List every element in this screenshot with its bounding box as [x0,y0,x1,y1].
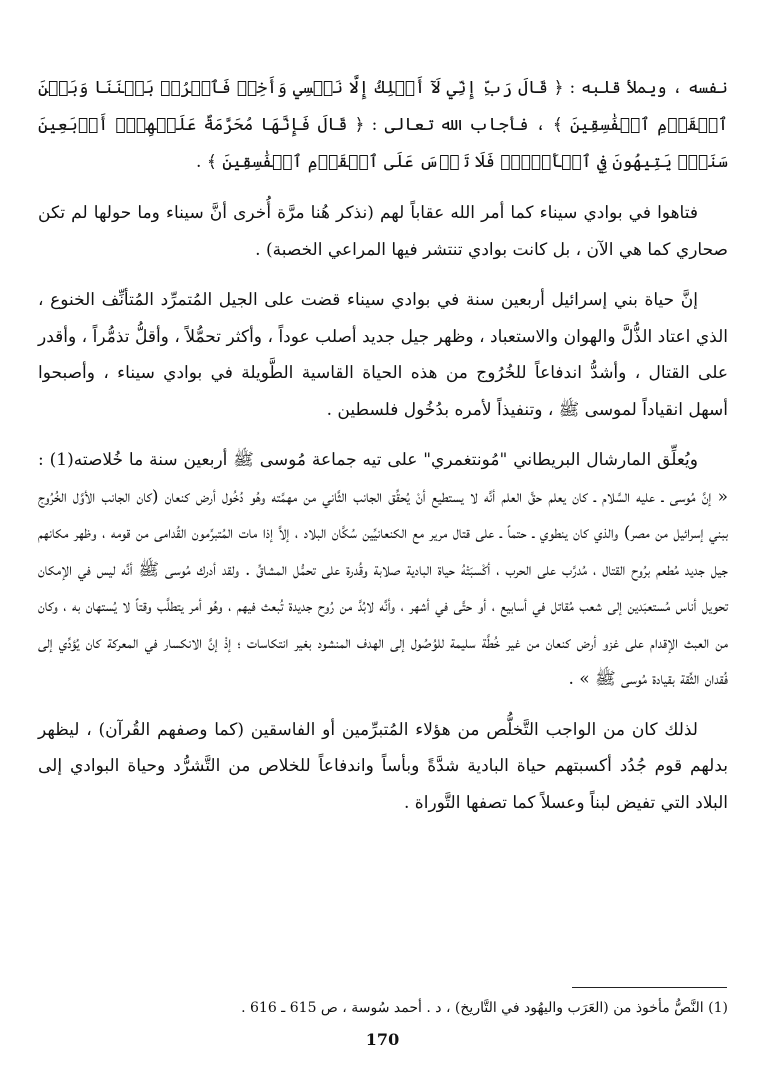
footnote-divider [572,987,727,988]
paragraph-conclusion: لذلك كان من الواجب التَّخلُّص من هؤلاء المُتبرِّمين أو الفاسقين (كما وصفهم القُرآن) ، ليظهر بدلهم قوم جُدُد أكسبتهم حياة البادية شدَّةً وبأساً واندفاعاً للخلاص من التَّشرُّد وحياة البوادي إلى البلاد التي تفيض لبناً وعسلاً كما تصفها التَّوراة . [38,719,728,813]
paragraph-forty-years: إنَّ حياة بني إسرائيل أربعين سنة في بوادي سيناء قضت على الجيل المُتمرِّد المُتأنِّف الخنوع ، الذي اعتاد الذُّلَّ والهوان والاستعباد ، وظهر جيل جديد أصلب عوداً ، وأكثر تحمُّلاً ، وأقلُّ تذمُّراً ، وأقدر على القتال ، وأشدُّ اندفاعاً للخُرُوج من هذه الحياة القاسية الطَّويلة في بوادي سيناء ، وأصبحوا أسهل انقياداً لموسى ﷺ ، وتنفيذاً لأمره بدُخُول فلسطين . [38,290,728,420]
paragraph-quran-verses: نفسه ، ويملأ قلبه : ﴿ قَالَ رَبِّ إِنِّي لَآ أَمۡلِكُ إِلَّا نَفۡسِي وَأَخِيۖ فَٱفۡرُقۡ بَيۡنَنَا وَبَيۡنَ ٱلۡقَوۡمِ ٱلۡفَٰسِقِينَ ﴾ ، فأجاب الله تعالى : ﴿ قَالَ فَإِنَّهَا مُحَرَّمَةٌ عَلَيۡهِمۡۛ أَرۡبَعِينَ سَنَةٗۛ يَتِيهُونَ فِي ٱلۡأَرۡضِۚ فَلَا تَأۡسَ عَلَى ٱلۡقَوۡمِ ٱلۡفَٰسِقِينَ ﴾ . [38,78,728,172]
page-number: 170 [365,1030,400,1049]
footnote: (1) النَّصُّ مأخوذ من (العَرَب واليهُود في التَّاريخ) ، د . أحمد سُوسة ، ص 615 ـ 616 . [241,1000,728,1016]
paragraph-wandering-sinai: فتاهوا في بوادي سيناء كما أمر الله عقاباً لهم (نذكر هُنا مرَّة أُخرى أنَّ سيناء وما حولها لم تكن صحاري كما هي الآن ، بل كانت بوادي تنتشر فيها المراعي الخصبة) . [38,203,728,260]
page-body [38,70,728,835]
paragraph-montgomery-quote: ويُعلِّق المارشال البريطاني "مُونتغمري" على تيه جماعة مُوسى ﷺ أربعين سنة ما خُلاصته(1) : « إنَّ مُوسى ـ عليه السَّلام ـ كان يعلم حقَّ العلم أنَّه لا يستطيع أنْ يُحقِّق الجانب الثَّاني من مهمَّته وهُو دُخُول أرض كنعان (كان الجانب الأوَّل الخُرُوج ببني إسرائيل من مصر) والذي كان ينطوي ـ حتماً ـ على قتال مرير مع الكنعانيِّين سُكَّان البلاد ، إلاَّ إذا مات المُتبرِّمون القُدامى من قومه ، وظهر مكانهم جيل جديد مُطعم برُوح القتال ، مُدرَّب على الحرب ، أكْسبَتْهُ حياة البادية صلابة وقُدرة على تحمُّل المشاقِّ . ولقد أدرك مُوسى ﷺ أنَّه ليس في الإمكان تحويل أناس مُستعبَدين إلى شعب مُقاتل في أسابيع ، أو حتَّى في أشهر ، وأنَّه لابُدَّ من رُوح جديدة تُبعث فيهم ، وهُو أمر يتطلَّب وقتاً لا يُستهان به ، وكان من العبث الإقدام على غزو أرض كنعان من غير خُطَّة سليمة للوُصُول إلى الهدف المنشود بغير انتكاسات ؛ إذْ إنَّ الانكسار في المعركة كان يُؤدِّي إلى فُقدان الثِّقة بقيادة مُوسى ﷺ » . [38,450,728,689]
